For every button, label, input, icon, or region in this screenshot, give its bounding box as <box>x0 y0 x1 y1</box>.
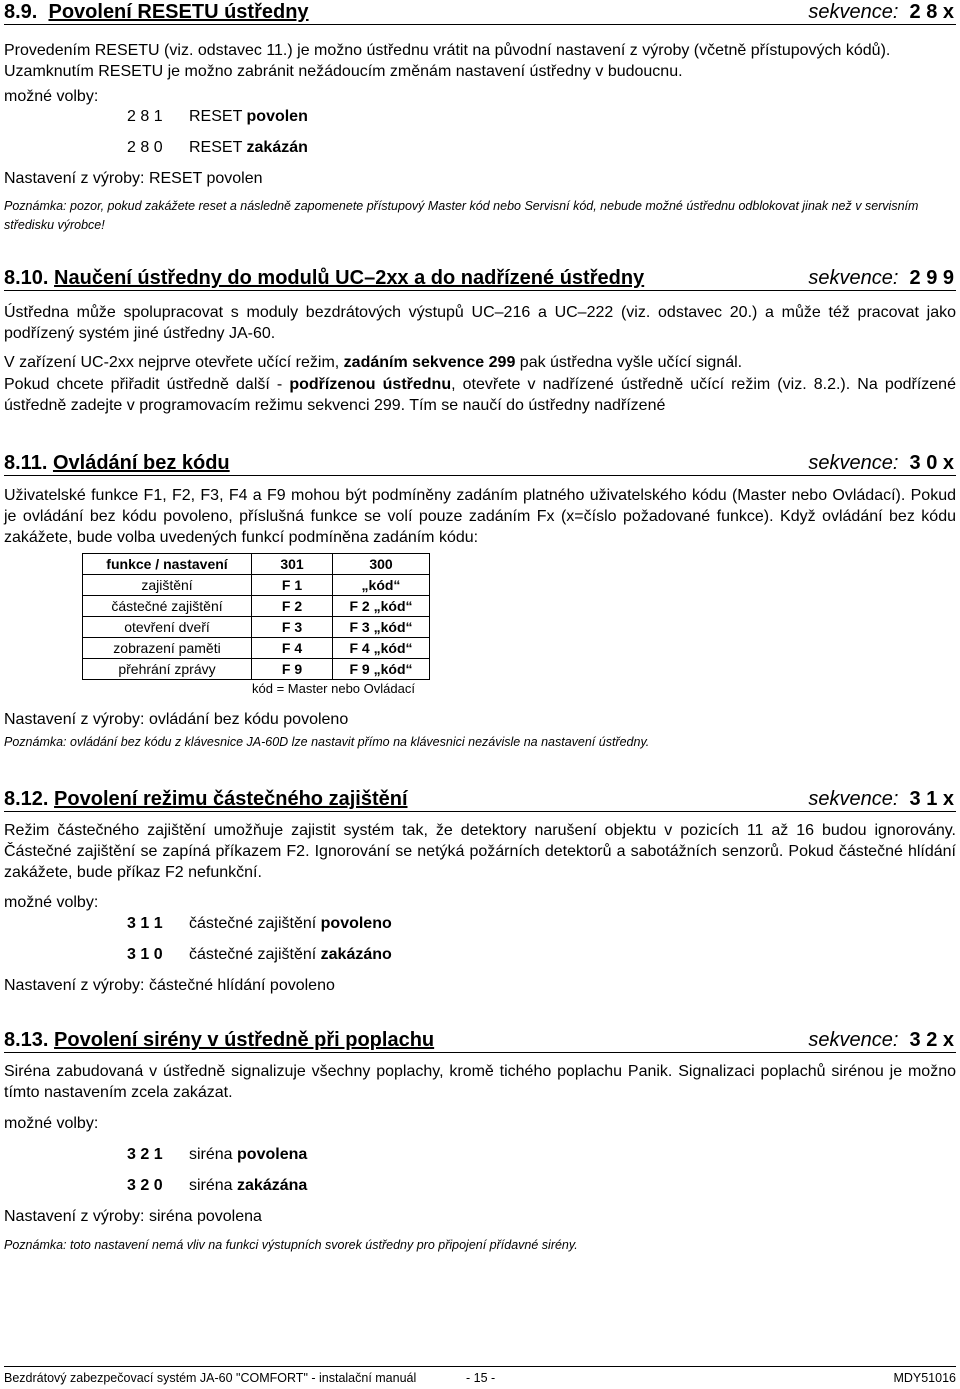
section-heading-8-11 <box>4 451 956 476</box>
section-number: 8.12. <box>4 788 49 810</box>
paragraph: Uživatelské funkce F1, F2, F3, F4 a F9 mohou být podmíněny zadáním platného uživatelského kódu (Master nebo Ovládací). Pokud je ovládání bez kódu povoleno, příslušná funkce se volí pouze zadáním Fx (x=číslo požadované funkce). Když ovládání bez kódu zakážete, bude volba uvedených funkcí podmíněna zadáním kódu: <box>4 487 956 546</box>
option-code: 3 1 0 <box>127 946 163 963</box>
table-row <box>83 617 430 638</box>
table-row <box>83 638 430 659</box>
option-row: 2 8 1 RESET povolen <box>127 108 308 125</box>
option-row: 3 2 1 siréna povolena <box>127 1146 308 1163</box>
note: Poznámka: toto nastavení nemá vliv na funkci výstupních svorek ústředny pro připojení přídavné sirény. <box>4 1238 578 1252</box>
section-title: Povolení RESETU ústředny <box>48 1 309 23</box>
table-header-cell: funkce / nastavení <box>83 554 252 575</box>
footer-divider <box>4 1366 956 1367</box>
section-number: 8.13. <box>4 1029 49 1051</box>
factory-setting: Nastavení z výroby: ovládání bez kódu povoleno <box>4 711 349 728</box>
table-header-cell: 300 <box>333 554 430 575</box>
table-cell: zajištění <box>83 575 252 596</box>
section-title: Ovládání bez kódu <box>52 452 230 474</box>
note: Poznámka: ovládání bez kódu z klávesnice JA-60D lze nastavit přímo na klávesnici nezávisle na nastavení ústředny. <box>4 735 650 749</box>
table-cell: přehrání zprávy <box>83 659 252 680</box>
sequence-code: sekvence: 3 1 x <box>808 788 954 810</box>
note: Poznámka: pozor, pokud zakážete reset a následně zapomenete přístupový Master kód nebo Servisní kód, nebude možné ústřednu odblokovat jinak než v servisním středisku výrobce! <box>4 199 919 232</box>
sequence-code: sekvence: 2 9 9 <box>808 267 954 289</box>
table-cell: F 4 <box>252 638 333 659</box>
table-cell: F 9 „kód“ <box>333 659 430 680</box>
table-cell: „kód“ <box>333 575 430 596</box>
paragraph: Pokud chcete přiřadit ústředně další - podřízenou ústřednu, otevřete v nadřízené ústředně učící režim (viz. 8.2.). Na podřízené ústředně zadejte v programovacím režimu sekvenci 299. Tím se naučí do ústředny nadřízené <box>4 376 956 414</box>
table-cell: F 2 „kód“ <box>333 596 430 617</box>
paragraph: Provedením RESETU (viz. odstavec 11.) je možno ústřednu vrátit na původní nastavení z výroby (včetně přístupových kódů). Uzamknutím RESETU je možno zabránit nežádoucím změnám nastavení ústředny v budoucnu. <box>4 42 891 80</box>
section-title: Povolení režimu částečného zajištění <box>54 788 408 810</box>
options-label: možné volby: <box>4 894 99 911</box>
option-code: 3 2 0 <box>127 1177 163 1194</box>
option-code: 2 8 0 <box>127 139 163 156</box>
table-header-row <box>83 554 430 575</box>
section-number: 8.10. <box>4 267 49 289</box>
factory-setting: Nastavení z výroby: RESET povolen <box>4 170 263 187</box>
table-cell: F 1 <box>252 575 333 596</box>
section-heading-8-10 <box>4 266 956 291</box>
table-header-cell: 301 <box>252 554 333 575</box>
function-table <box>82 553 430 680</box>
table-row <box>83 596 430 617</box>
section-number: 8.9. <box>4 1 38 23</box>
table-row <box>83 659 430 680</box>
sequence-code: sekvence: 2 8 x <box>808 1 954 23</box>
sequence-code: sekvence: 3 0 x <box>808 452 954 474</box>
table-cell: F 4 „kód“ <box>333 638 430 659</box>
table-footnote: kód = Master nebo Ovládací <box>252 681 415 696</box>
section-title: Povolení sirény v ústředně při poplachu <box>54 1029 435 1051</box>
option-code: 3 1 1 <box>127 915 163 932</box>
table-cell: F 2 <box>252 596 333 617</box>
section-heading-8-13 <box>4 1028 956 1053</box>
factory-setting: Nastavení z výroby: částečné hlídání povoleno <box>4 977 335 994</box>
options-label: možné volby: <box>4 1115 99 1132</box>
footer-title: Bezdrátový zabezpečovací systém JA-60 "COMFORT" - instalační manuál <box>4 1371 417 1385</box>
table-cell: F 9 <box>252 659 333 680</box>
paragraph: Ústředna může spolupracovat s moduly bezdrátových výstupů UC–216 a UC–222 (viz. odstavec 20.) a může též pracovat jako podřízený systém jiné ústředny JA-60. <box>4 304 956 342</box>
table-cell: F 3 „kód“ <box>333 617 430 638</box>
paragraph: Režim částečného zajištění umožňuje zajistit systém tak, že detektory narušení objektu v pozicích 11 až 16 budou ignorovány. Částečné zajištění se zapíná příkazem F2. Ignorování se netýká požárních detektorů a sabotážních senzorů. Pokud částečné hlídání zakážete, bude příkaz F2 nefunkční. <box>4 822 956 881</box>
table-cell: otevření dveří <box>83 617 252 638</box>
option-code: 3 2 1 <box>127 1146 163 1163</box>
sequence-code: sekvence: 3 2 x <box>808 1029 954 1051</box>
footer-page-number: - 15 - <box>466 1371 496 1385</box>
paragraph: V zařízení UC-2xx nejprve otevřete učící režim, zadáním sekvence 299 pak ústředna vyšle učící signál. <box>4 354 743 371</box>
section-heading-8-12 <box>4 787 956 812</box>
table-cell: částečné zajištění <box>83 596 252 617</box>
paragraph: Siréna zabudovaná v ústředně signalizuje všechny poplachy, kromě tichého poplachu Panik. Signalizaci poplachů sirénou je možno tímto nastavením zcela zakázat. <box>4 1063 956 1101</box>
factory-setting: Nastavení z výroby: siréna povolena <box>4 1208 262 1225</box>
options-label: možné volby: <box>4 88 99 105</box>
section-number: 8.11. <box>4 452 48 474</box>
option-row: 3 1 0 částečné zajištění zakázáno <box>127 946 392 963</box>
section-title: Naučení ústředny do modulů UC–2xx a do nadřízené ústředny <box>54 267 645 289</box>
option-row: 3 2 0 siréna zakázána <box>127 1177 308 1194</box>
table-row <box>83 575 430 596</box>
table-cell: F 3 <box>252 617 333 638</box>
table-cell: zobrazení paměti <box>83 638 252 659</box>
option-row: 3 1 1 částečné zajištění povoleno <box>127 915 392 932</box>
option-code: 2 8 1 <box>127 108 163 125</box>
section-heading-8-9 <box>4 0 956 25</box>
option-row: 2 8 0 RESET zakázán <box>127 139 308 156</box>
footer-doc-code: MDY51016 <box>893 1371 956 1385</box>
